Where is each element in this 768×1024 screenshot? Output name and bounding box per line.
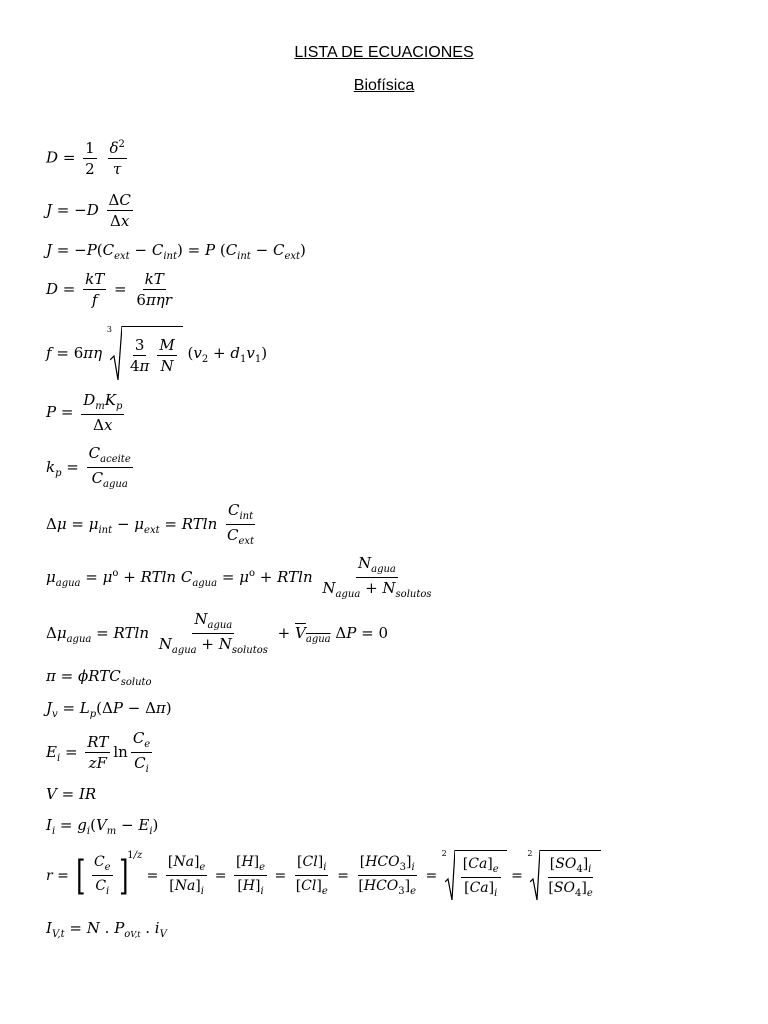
equation-permeability-flux: $J = -P(C_{ext} - C_{int}) = P$ $(C_{int} - C_{ext})$ <box>46 241 306 262</box>
equation-fick-law: J = −D $\frac{\Delta C}{\Delta x}$ <box>46 191 131 230</box>
equation-permeability: P = $\frac{D_mK_p}{\Delta x}$ <box>46 391 123 434</box>
equation-ohm-law: V = IR <box>46 785 97 803</box>
page-subtitle: Biofísica <box>353 77 415 94</box>
equation-friction-coefficient: f = 6πη 3 $\frac{3}{4\pi}$ $\frac{M}{N}$ $(v_2 + d_1v_1)$ <box>46 326 267 382</box>
equation-chemical-potential-difference: $\Delta\mu = \mu_{int} - \mu_{ext} = RTln$ $\frac{C_{int}}{C_{ext}}$ <box>46 501 255 547</box>
equation-water-potential-difference: $\Delta\mu_{agua} = RTln$ $\frac{N_{agua}}{N_{agua} + N_{solutos}}$ + $V_{agua}$ ΔP = 0 <box>46 610 389 656</box>
equation-osmotic-pressure: π = ϕRTC$_{soluto}$ <box>46 667 152 688</box>
page-title: LISTA DE ECUACIONES <box>294 44 474 61</box>
equation-donnan-ratio: r = [ $\frac{C_e}{C_i}$ ] $^{1/z}$ = $\frac{[Na]_e}{[Na]_i}$ = $\frac{[H]_e}{[H]_i}$ = $\frac{[Cl]_i}{[Cl]_e}$ = $\frac{[HCO_3]_i}{[HCO_3]_e}$ = 2 $\frac{[Ca]_e}{[Ca]_i}$ = 2 $\frac{[SO_4]_i}{[SO_4]_e}$ <box>46 850 601 902</box>
equation-stokes-einstein: D = $\frac{kT}{f}$ = $\frac{kT}{\text{6πηr}}$ <box>46 270 172 309</box>
equation-nernst-potential: $E_i$ = $\frac{RT}{zF}$ ln $\frac{C_e}{C_i}$ <box>46 729 151 775</box>
equation-channel-current: $I_{V,t} = N$ . $P_{oV,t}$ . $i_V$ <box>46 919 167 940</box>
equation-diffusion-coefficient: D = $\frac{1}{2}$ $\frac{\delta^2}{\tau}$ <box>46 138 125 178</box>
equation-water-chemical-potential: $\mu_{agua} = \mu^o + RTln$ $C_{agua} = \mu^o + RTln$ $\frac{N_{agua}}{N_{agua} + N_{solutos}}$ <box>46 554 432 600</box>
equation-volume-flux: $J_v = L_p(\Delta P - \Delta\pi)$ <box>46 699 172 720</box>
equation-partition-coefficient: $k_p$ = $\frac{C_{aceite}}{C_{agua}}$ <box>46 444 131 490</box>
equation-ionic-current: $I_i = g_i(V_m - E_i)$ <box>46 816 159 837</box>
